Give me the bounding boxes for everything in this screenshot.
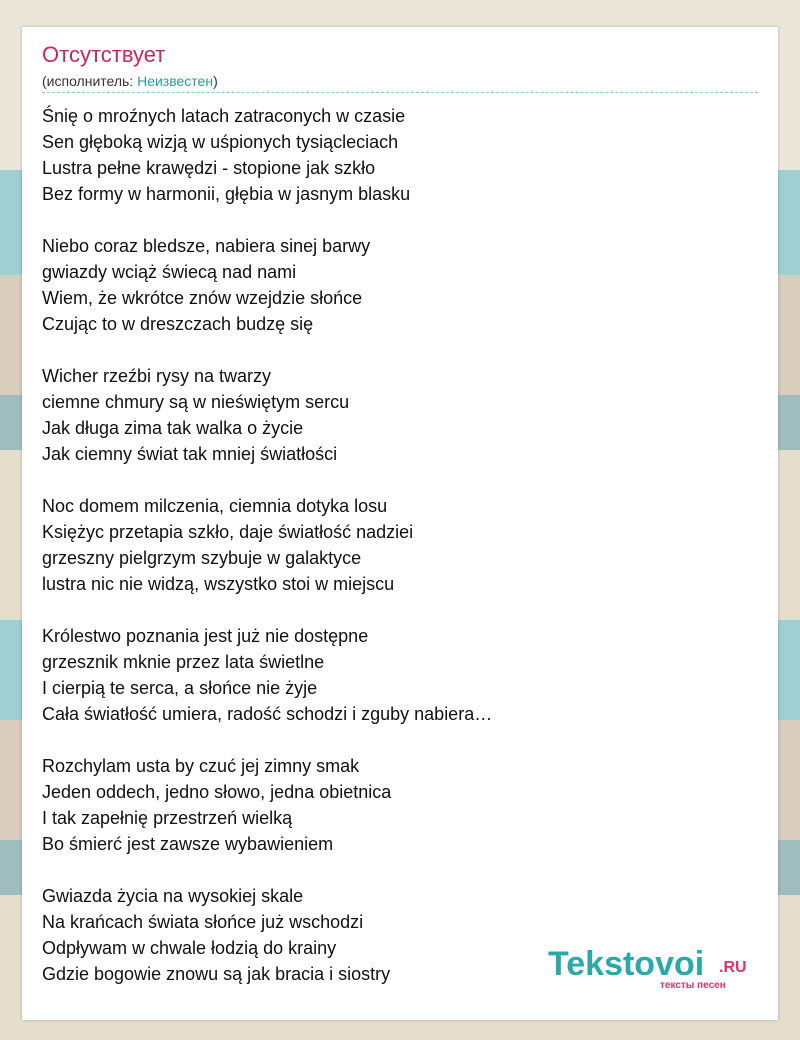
lyric-line: I tak zapełnię przestrzeń wielką bbox=[42, 808, 293, 828]
stanza bbox=[42, 363, 758, 467]
lyric-line: Sen głęboką wizją w uśpionych tysiącleciach bbox=[42, 132, 399, 152]
tekstovoi-logo[interactable] bbox=[548, 945, 778, 995]
stanza bbox=[42, 233, 758, 337]
lyric-line: Na krańcach świata słońce już wschodzi bbox=[42, 912, 364, 932]
lyric-line: Gdzie bogowie znowu są jak bracia i siostry bbox=[42, 964, 391, 984]
stanza bbox=[42, 753, 758, 857]
lyric-line: Rozchylam usta by czuć jej zimny smak bbox=[42, 756, 360, 776]
stanza bbox=[42, 103, 758, 207]
song-title: Отсутствует bbox=[42, 42, 166, 67]
logo-wordmark: Tekstovoi bbox=[548, 945, 705, 983]
lyric-line: lustra nic nie widzą, wszystko stoi w miejscu bbox=[42, 574, 395, 594]
lyric-line: Bo śmierć jest zawsze wybawieniem bbox=[42, 834, 334, 854]
lyric-line: Królestwo poznania jest już nie dostępne bbox=[42, 626, 369, 646]
lyric-line: Księżyc przetapia szkło, daje światłość nadziei bbox=[42, 522, 414, 542]
title-divider bbox=[42, 92, 758, 93]
lyric-line: ciemne chmury są w nieświętym sercu bbox=[42, 392, 350, 412]
lyric-line: Jak długa zima tak walka o życie bbox=[42, 418, 304, 438]
lyric-line: Jeden oddech, jedno słowo, jedna obietnica bbox=[42, 782, 392, 802]
stanza bbox=[42, 493, 758, 597]
lyric-line: Bez formy w harmonii, głębia w jasnym blasku bbox=[42, 184, 411, 204]
lyric-line: Lustra pełne krawędzi - stopione jak szkło bbox=[42, 158, 376, 178]
lyric-line: Czując to w dreszczach budzę się bbox=[42, 314, 314, 334]
lyric-line: I cierpią te serca, a słońce nie żyje bbox=[42, 678, 318, 698]
lyrics-body bbox=[42, 103, 758, 987]
logo-tld: .RU bbox=[719, 959, 747, 976]
lyrics-card bbox=[22, 27, 778, 1020]
lyric-line: Noc domem milczenia, ciemnia dotyka losu bbox=[42, 496, 388, 516]
lyric-line: Wicher rzeźbi rysy na twarzy bbox=[42, 366, 272, 386]
logo-tagline: тексты песен bbox=[660, 980, 726, 991]
artist-link[interactable]: Неизвестен bbox=[137, 73, 214, 89]
lyric-line: Jak ciemny świat tak mniej światłości bbox=[42, 444, 338, 464]
lyric-line: grzesznik mknie przez lata świetlne bbox=[42, 652, 325, 672]
lyric-line: Gwiazda życia na wysokiej skale bbox=[42, 886, 304, 906]
lyric-line: gwiazdy wciąż świecą nad nami bbox=[42, 262, 297, 282]
artist-line bbox=[42, 73, 218, 89]
lyric-line: grzeszny pielgrzym szybuje w galaktyce bbox=[42, 548, 362, 568]
lyric-line: Wiem, że wkrótce znów wzejdzie słońce bbox=[42, 288, 363, 308]
artist-suffix: ) bbox=[213, 73, 218, 89]
stanza bbox=[42, 623, 758, 727]
lyric-line: Odpływam w chwale łodzią do krainy bbox=[42, 938, 337, 958]
lyric-line: Niebo coraz bledsze, nabiera sinej barwy bbox=[42, 236, 371, 256]
lyric-line: Śnię o mroźnych latach zatraconych w czasie bbox=[42, 106, 406, 126]
artist-prefix: (исполнитель: bbox=[42, 73, 138, 89]
lyric-line: Cała światłość umiera, radość schodzi i zguby nabiera… bbox=[42, 704, 493, 724]
